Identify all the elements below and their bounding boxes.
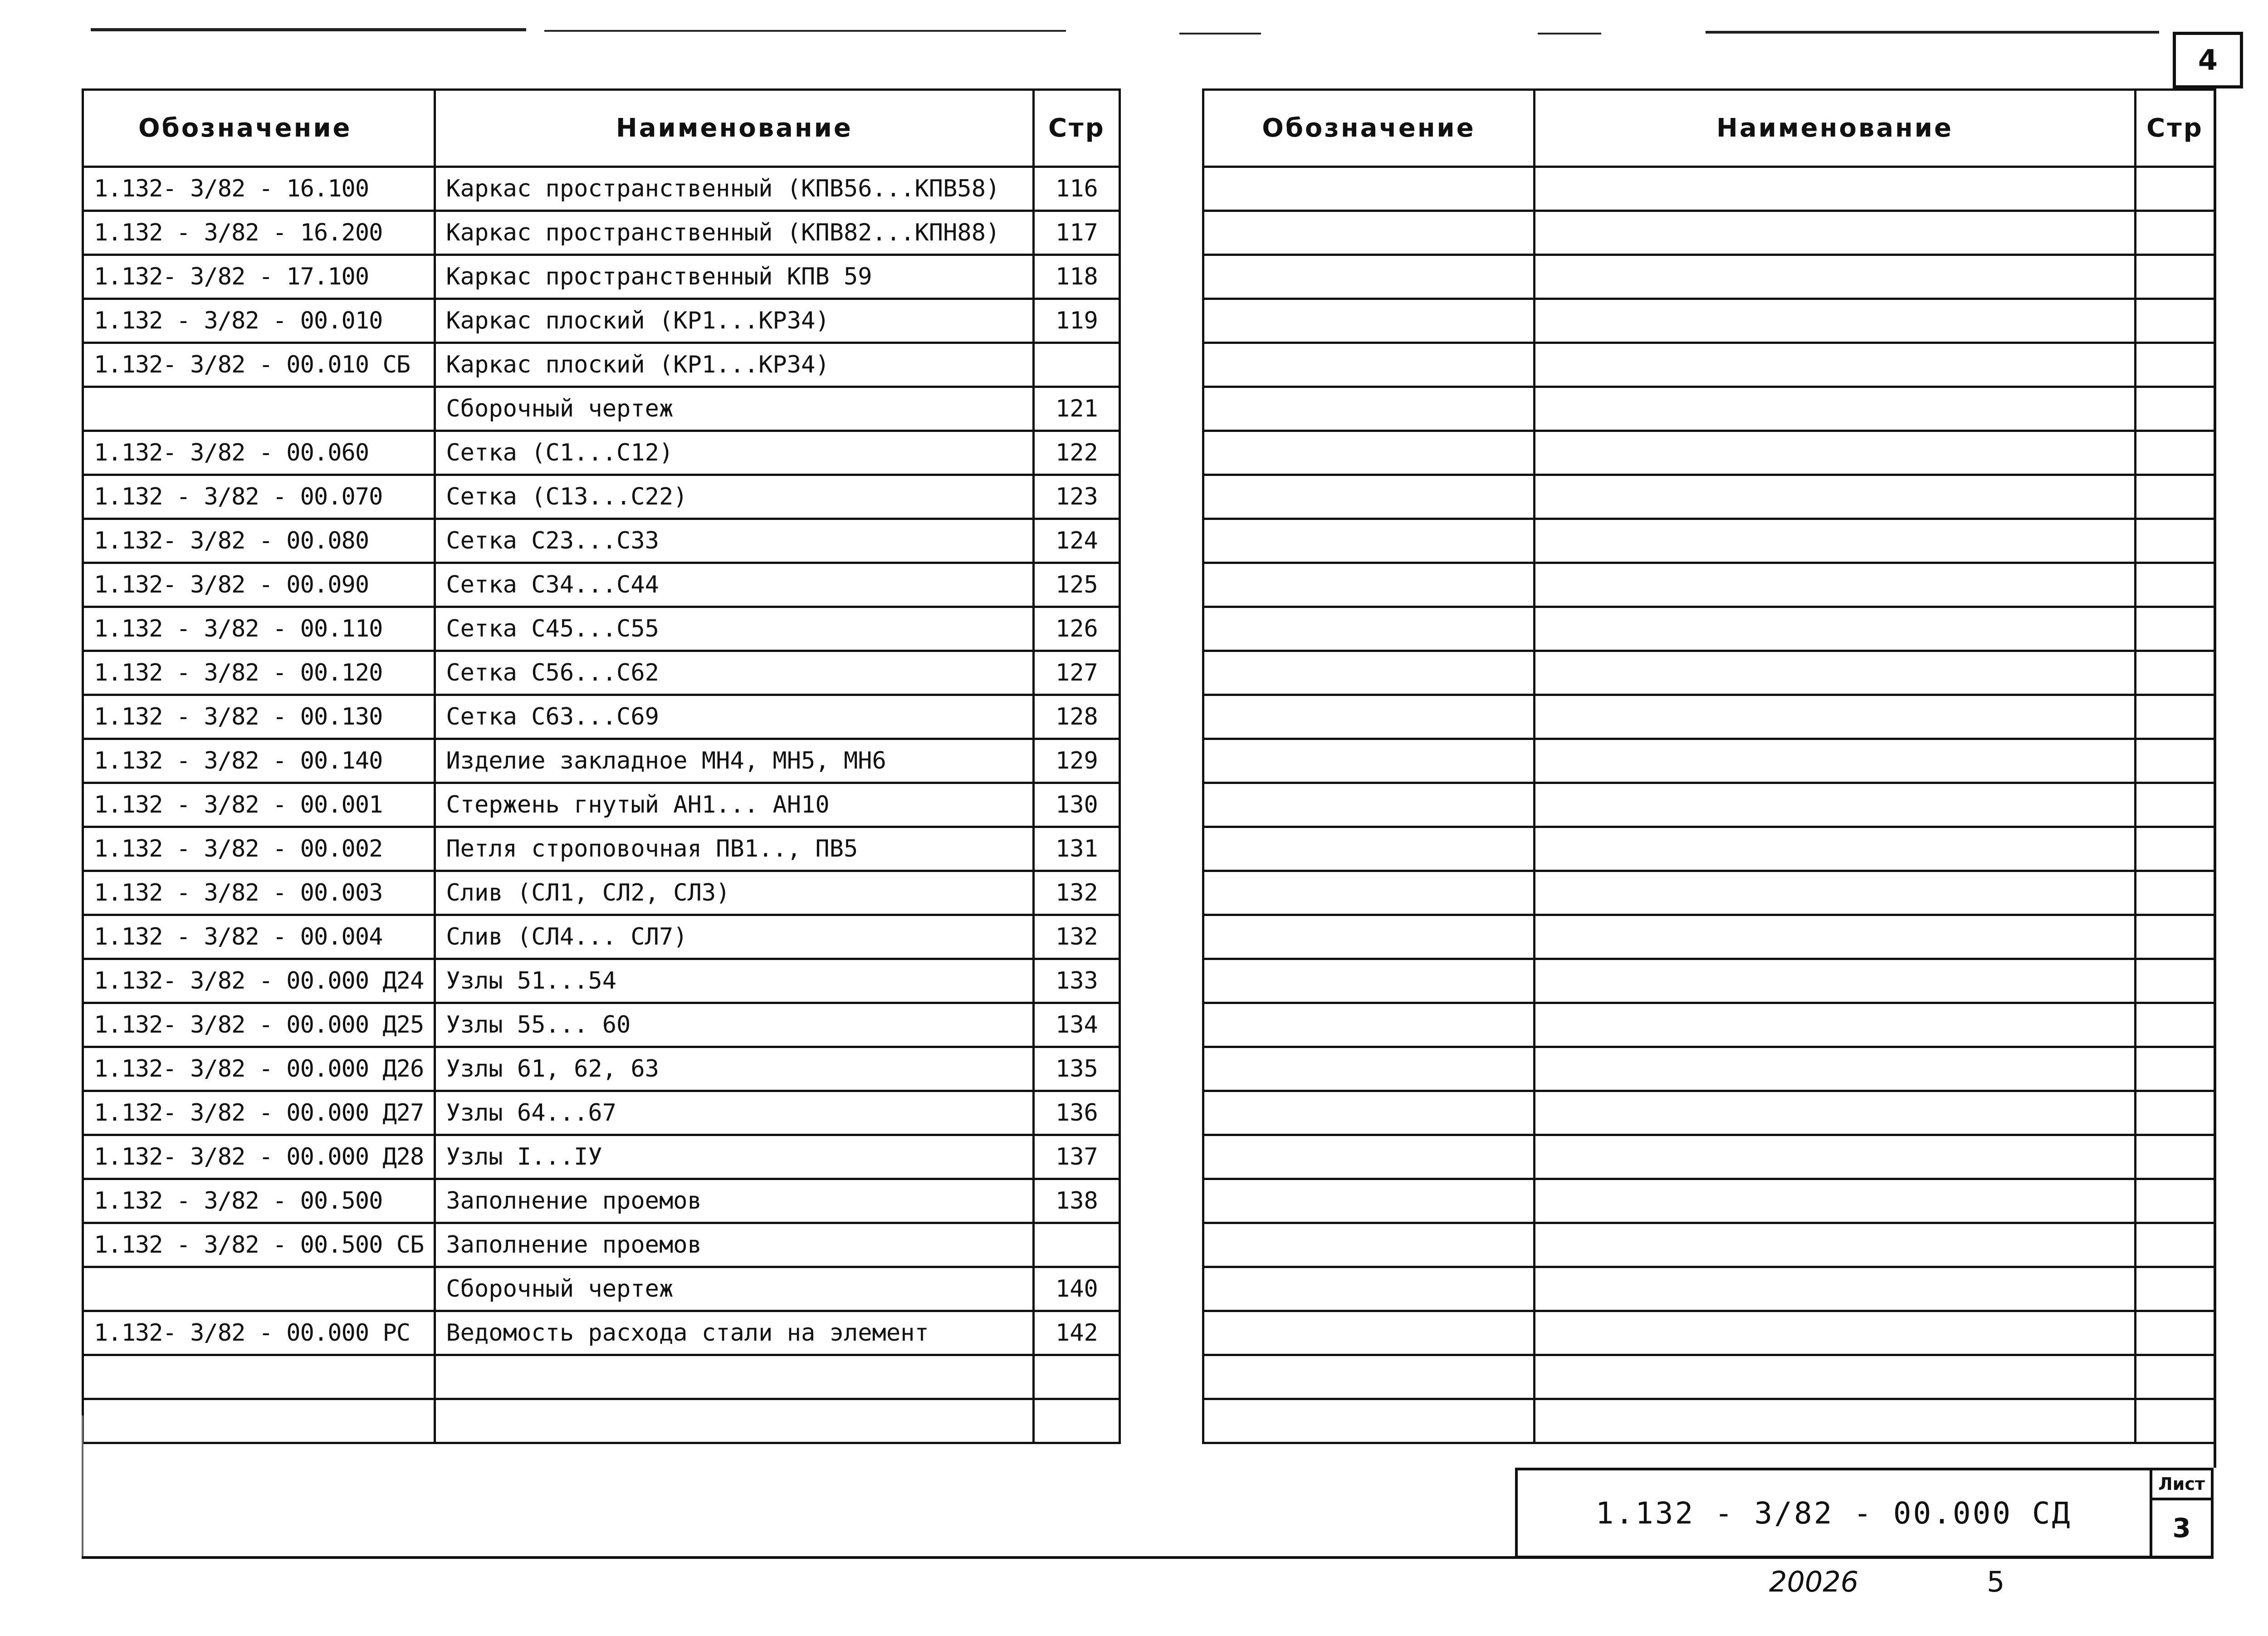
table-row (1203, 1179, 2215, 1223)
row-designation: 1.132- 3/82 - 00.000 Д24 (83, 959, 435, 1003)
row-name: Сетка С34...С44 (435, 563, 1034, 607)
table-row (83, 783, 1120, 827)
row-designation: 1.132- 3/82 - 17.100 (83, 255, 435, 299)
table-row (83, 739, 1120, 783)
row-name (1535, 1399, 2136, 1443)
footer-page-number: 5 (1987, 1565, 2005, 1598)
row-page (2136, 563, 2215, 607)
row-name (1535, 827, 2136, 871)
row-name (1535, 563, 2136, 607)
row-name: Узлы I...IУ (435, 1135, 1034, 1179)
table-row (83, 871, 1120, 915)
sheet-number: 3 (2172, 1513, 2191, 1543)
row-page (2136, 1047, 2215, 1091)
row-name: Узлы 55... 60 (435, 1003, 1034, 1047)
row-page: 132 (1034, 871, 1120, 915)
row-name (1535, 695, 2136, 739)
row-designation: 1.132- 3/82 - 00.000 Д28 (83, 1135, 435, 1179)
row-page (1034, 1399, 1120, 1443)
row-name: Каркас плоский (КР1...КР34) (435, 343, 1034, 387)
row-designation (1203, 1047, 1535, 1091)
row-designation (1203, 343, 1535, 387)
row-designation (1203, 1003, 1535, 1047)
row-designation: 1.132- 3/82 - 00.000 Д25 (83, 1003, 435, 1047)
table-row (1203, 827, 2215, 871)
row-page: 130 (1034, 783, 1120, 827)
row-page (2136, 1355, 2215, 1399)
table-header-row (1203, 90, 2215, 167)
row-name: Слив (СЛ4... СЛ7) (435, 915, 1034, 959)
row-designation (1203, 255, 1535, 299)
top-border-line (1706, 31, 2159, 34)
row-designation: 1.132- 3/82 - 00.080 (83, 519, 435, 563)
row-name: Заполнение проемов (435, 1223, 1034, 1267)
row-designation: 1.132 - 3/82 - 00.003 (83, 871, 435, 915)
table-row (83, 255, 1120, 299)
row-name (1535, 299, 2136, 343)
row-page (2136, 1135, 2215, 1179)
row-designation (83, 1267, 435, 1311)
row-designation (1203, 827, 1535, 871)
row-designation: 1.132 - 3/82 - 00.140 (83, 739, 435, 783)
table-row (1203, 871, 2215, 915)
row-designation (1203, 387, 1535, 431)
row-page (2136, 387, 2215, 431)
row-name (1535, 1311, 2136, 1355)
row-name (1535, 783, 2136, 827)
right-register-table (1202, 88, 2216, 1444)
row-designation: 1.132- 3/82 - 00.010 СБ (83, 343, 435, 387)
row-page (1034, 1223, 1120, 1267)
row-page (2136, 167, 2215, 211)
row-designation (1203, 1179, 1535, 1223)
row-page (2136, 827, 2215, 871)
row-name: Сетка С23...С33 (435, 519, 1034, 563)
row-name: Петля строповочная ПВ1.., ПВ5 (435, 827, 1034, 871)
row-designation: 1.132 - 3/82 - 00.500 (83, 1179, 435, 1223)
left-table-body (83, 167, 1120, 1443)
table-row (83, 519, 1120, 563)
row-name (1535, 1003, 2136, 1047)
row-page: 131 (1034, 827, 1120, 871)
row-page: 138 (1034, 1179, 1120, 1223)
table-row (83, 563, 1120, 607)
row-page: 129 (1034, 739, 1120, 783)
row-page: 126 (1034, 607, 1120, 651)
table-row (1203, 1223, 2215, 1267)
row-page (2136, 1223, 2215, 1267)
table-row (83, 1267, 1120, 1311)
row-page: 133 (1034, 959, 1120, 1003)
row-page: 132 (1034, 915, 1120, 959)
header-page: Стр (1034, 90, 1120, 167)
archive-number: 20026 (1769, 1565, 1859, 1598)
table-row (1203, 915, 2215, 959)
row-page: 140 (1034, 1267, 1120, 1311)
row-name (1535, 871, 2136, 915)
row-designation: 1.132 - 3/82 - 00.110 (83, 607, 435, 651)
row-page: 119 (1034, 299, 1120, 343)
row-designation (1203, 1267, 1535, 1311)
row-name: Заполнение проемов (435, 1179, 1034, 1223)
row-page (2136, 915, 2215, 959)
table-row (83, 1091, 1120, 1135)
row-designation: 1.132- 3/82 - 00.000 РС (83, 1311, 435, 1355)
frame-right-edge (2214, 88, 2216, 1468)
row-name (1535, 915, 2136, 959)
table-row (1203, 211, 2215, 255)
row-page: 128 (1034, 695, 1120, 739)
top-border-line (1538, 33, 1601, 34)
table-row (83, 1135, 1120, 1179)
row-page (2136, 255, 2215, 299)
table-row (83, 299, 1120, 343)
table-header-row (83, 90, 1120, 167)
table-row (1203, 1267, 2215, 1311)
right-table-body (1203, 167, 2215, 1443)
row-designation (83, 387, 435, 431)
row-page (2136, 211, 2215, 255)
top-border-line (91, 28, 526, 31)
row-designation (1203, 1135, 1535, 1179)
row-designation: 1.132- 3/82 - 16.100 (83, 167, 435, 211)
row-name: Узлы 61, 62, 63 (435, 1047, 1034, 1091)
row-designation (1203, 519, 1535, 563)
row-designation (1203, 959, 1535, 1003)
row-page (2136, 651, 2215, 695)
row-designation: 1.132- 3/82 - 00.090 (83, 563, 435, 607)
row-name (1535, 959, 2136, 1003)
sheet-label: Лист (2152, 1470, 2211, 1500)
row-name: Каркас пространственный (КПВ56...КПВ58) (435, 167, 1034, 211)
row-designation (1203, 299, 1535, 343)
row-name (1535, 1223, 2136, 1267)
row-designation (1203, 739, 1535, 783)
table-row (83, 1355, 1120, 1399)
table-row (83, 959, 1120, 1003)
row-designation: 1.132- 3/82 - 00.000 Д27 (83, 1091, 435, 1135)
row-page (2136, 783, 2215, 827)
row-name (1535, 167, 2136, 211)
row-designation (1203, 167, 1535, 211)
row-page: 121 (1034, 387, 1120, 431)
row-name (1535, 1355, 2136, 1399)
document-code: 1.132 - 3/82 - 00.000 СД (1595, 1495, 2072, 1531)
table-row (83, 1047, 1120, 1091)
table-row (1203, 1047, 2215, 1091)
row-name (435, 1399, 1034, 1443)
table-row (83, 915, 1120, 959)
table-row (1203, 695, 2215, 739)
left-register-table (82, 88, 1121, 1444)
row-designation (1203, 1355, 1535, 1399)
row-page: 127 (1034, 651, 1120, 695)
row-designation (1203, 1091, 1535, 1135)
row-page: 124 (1034, 519, 1120, 563)
row-name: Каркас плоский (КР1...КР34) (435, 299, 1034, 343)
row-page: 136 (1034, 1091, 1120, 1135)
row-name (1535, 519, 2136, 563)
header-name: Наименование (1535, 90, 2136, 167)
table-row (1203, 1003, 2215, 1047)
row-designation (1203, 695, 1535, 739)
table-row (1203, 1311, 2215, 1355)
table-row (83, 827, 1120, 871)
table-row (83, 1311, 1120, 1355)
row-designation: 1.132 - 3/82 - 00.010 (83, 299, 435, 343)
row-name (1535, 1267, 2136, 1311)
table-row (1203, 431, 2215, 475)
row-designation (1203, 871, 1535, 915)
table-row (1203, 651, 2215, 695)
row-designation: 1.132 - 3/82 - 00.002 (83, 827, 435, 871)
row-designation (1203, 651, 1535, 695)
row-page (2136, 431, 2215, 475)
row-designation (1203, 607, 1535, 651)
row-name: Каркас пространственный КПВ 59 (435, 255, 1034, 299)
row-page (2136, 1311, 2215, 1355)
row-designation (1203, 211, 1535, 255)
header-name: Наименование (435, 90, 1034, 167)
row-name (1535, 1047, 2136, 1091)
table-row (83, 1179, 1120, 1223)
table-row (1203, 343, 2215, 387)
row-name (1535, 607, 2136, 651)
row-name: Узлы 51...54 (435, 959, 1034, 1003)
table-row (83, 387, 1120, 431)
frame-bottom-edge (82, 1556, 2214, 1559)
row-page (2136, 871, 2215, 915)
row-name: Каркас пространственный (КПВ82...КПН88) (435, 211, 1034, 255)
row-designation: 1.132 - 3/82 - 00.500 СБ (83, 1223, 435, 1267)
row-designation (1203, 475, 1535, 519)
row-page (1034, 1355, 1120, 1399)
table-row (1203, 563, 2215, 607)
row-name (1535, 651, 2136, 695)
row-name: Изделие закладное МН4, МН5, МН6 (435, 739, 1034, 783)
row-page: 135 (1034, 1047, 1120, 1091)
row-designation: 1.132- 3/82 - 00.060 (83, 431, 435, 475)
row-designation: 1.132 - 3/82 - 00.070 (83, 475, 435, 519)
table-row (1203, 1091, 2215, 1135)
row-designation (83, 1399, 435, 1443)
table-row (1203, 1399, 2215, 1443)
row-page (2136, 475, 2215, 519)
row-designation (1203, 563, 1535, 607)
row-designation (83, 1355, 435, 1399)
row-name (1535, 211, 2136, 255)
row-designation: 1.132 - 3/82 - 00.004 (83, 915, 435, 959)
table-row (1203, 255, 2215, 299)
table-row (1203, 1135, 2215, 1179)
row-name (1535, 255, 2136, 299)
table-row (1203, 387, 2215, 431)
table-row (83, 695, 1120, 739)
table-row (1203, 519, 2215, 563)
row-name: Сетка (С13...С22) (435, 475, 1034, 519)
row-page (2136, 739, 2215, 783)
table-row (1203, 1355, 2215, 1399)
row-designation (1203, 783, 1535, 827)
row-page (2136, 1267, 2215, 1311)
table-row (1203, 475, 2215, 519)
table-row (83, 167, 1120, 211)
row-page (2136, 607, 2215, 651)
row-name (1535, 431, 2136, 475)
table-row (83, 1003, 1120, 1047)
table-row (83, 1223, 1120, 1267)
row-designation (1203, 1399, 1535, 1443)
row-name: Сетка (С1...С12) (435, 431, 1034, 475)
title-block (1515, 1468, 2214, 1558)
row-designation (1203, 1223, 1535, 1267)
row-name (1535, 1135, 2136, 1179)
row-designation (1203, 1311, 1535, 1355)
header-designation: Обозначение (1203, 90, 1535, 167)
row-page (1034, 343, 1120, 387)
sheet-box (2150, 1470, 2211, 1556)
row-page: 125 (1034, 563, 1120, 607)
row-page (2136, 1003, 2215, 1047)
row-page (2136, 299, 2215, 343)
row-page (2136, 1091, 2215, 1135)
table-row (83, 607, 1120, 651)
row-name: Сетка С45...С55 (435, 607, 1034, 651)
row-name (1535, 343, 2136, 387)
top-border-line (544, 30, 1066, 32)
row-page: 122 (1034, 431, 1120, 475)
row-name: Сетка С63...С69 (435, 695, 1034, 739)
row-page (2136, 1399, 2215, 1443)
row-page (2136, 1179, 2215, 1223)
table-row (1203, 299, 2215, 343)
row-page (2136, 695, 2215, 739)
top-border-line (1179, 33, 1261, 34)
row-designation: 1.132 - 3/82 - 00.120 (83, 651, 435, 695)
row-page: 142 (1034, 1311, 1120, 1355)
row-name (1535, 1179, 2136, 1223)
table-row (1203, 739, 2215, 783)
table-row (83, 651, 1120, 695)
row-name: Сборочный чертеж (435, 1267, 1034, 1311)
table-row (1203, 783, 2215, 827)
row-designation: 1.132 - 3/82 - 16.200 (83, 211, 435, 255)
row-name (1535, 739, 2136, 783)
row-page: 117 (1034, 211, 1120, 255)
row-designation (1203, 431, 1535, 475)
row-name: Узлы 64...67 (435, 1091, 1034, 1135)
table-row (1203, 959, 2215, 1003)
row-page (2136, 343, 2215, 387)
header-designation: Обозначение (83, 90, 435, 167)
row-name (435, 1355, 1034, 1399)
row-name (1535, 1091, 2136, 1135)
frame-left-edge (82, 1416, 83, 1556)
row-designation: 1.132- 3/82 - 00.000 Д26 (83, 1047, 435, 1091)
corner-mark: 4 (2173, 32, 2243, 88)
row-designation: 1.132 - 3/82 - 00.001 (83, 783, 435, 827)
row-name: Сборочный чертеж (435, 387, 1034, 431)
row-name (1535, 387, 2136, 431)
row-name: Сетка С56...С62 (435, 651, 1034, 695)
table-row (83, 343, 1120, 387)
row-page: 137 (1034, 1135, 1120, 1179)
row-designation (1203, 915, 1535, 959)
row-name: Стержень гнутый АН1... АН10 (435, 783, 1034, 827)
row-name: Ведомость расхода стали на элемент (435, 1311, 1034, 1355)
table-row (83, 475, 1120, 519)
table-row (1203, 167, 2215, 211)
table-row (83, 431, 1120, 475)
table-row (1203, 607, 2215, 651)
row-designation: 1.132 - 3/82 - 00.130 (83, 695, 435, 739)
row-page: 116 (1034, 167, 1120, 211)
header-page: Стр (2136, 90, 2215, 167)
row-name: Слив (СЛ1, СЛ2, СЛ3) (435, 871, 1034, 915)
row-page: 123 (1034, 475, 1120, 519)
row-name (1535, 475, 2136, 519)
row-page (2136, 519, 2215, 563)
row-page (2136, 959, 2215, 1003)
row-page: 134 (1034, 1003, 1120, 1047)
row-page: 118 (1034, 255, 1120, 299)
table-row (83, 211, 1120, 255)
table-row (83, 1399, 1120, 1443)
